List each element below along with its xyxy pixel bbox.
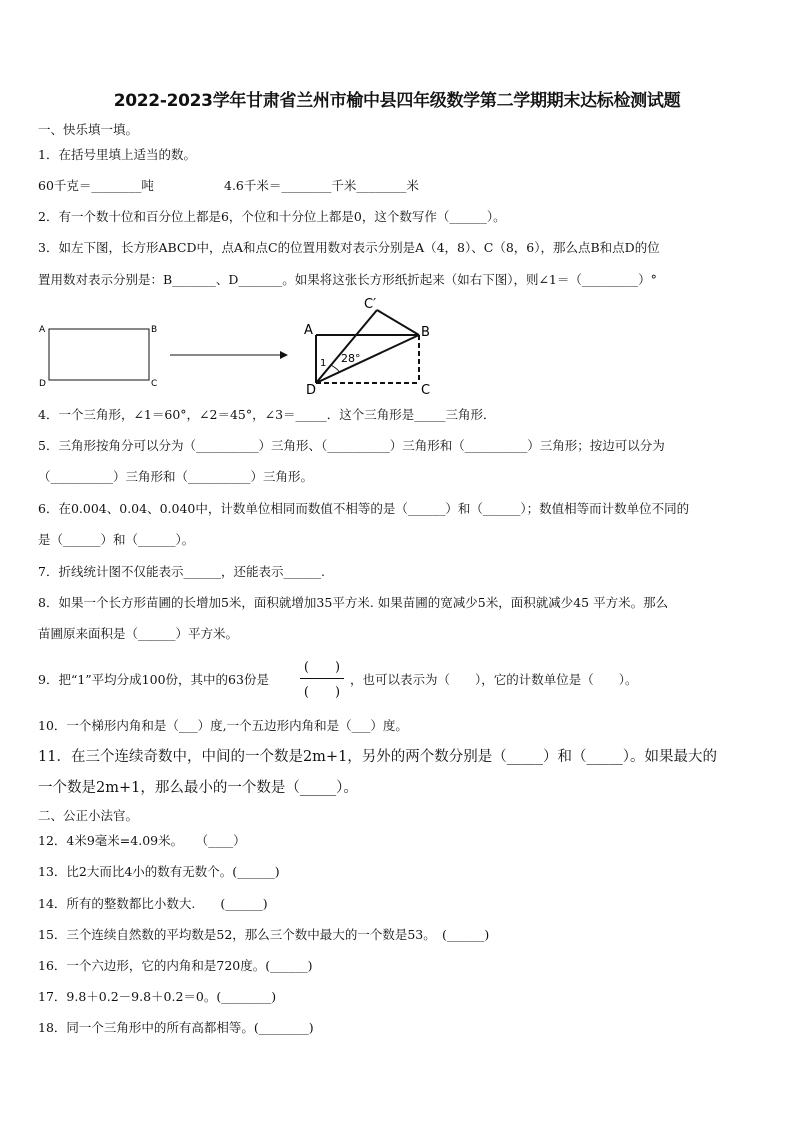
angle-arc xyxy=(331,365,339,372)
fold-label-b: B xyxy=(421,325,430,340)
question-1b: 4.6千米＝________千米________米 xyxy=(224,178,419,193)
question-5-line-1: 5．三角形按角分可以分为（__________）三角形、（__________）三角形和（__________）三角形；按边可以分为 xyxy=(38,438,665,453)
question-1: 1．在括号里填上适当的数。 xyxy=(38,147,196,162)
fraction-bar xyxy=(300,678,344,679)
page-title: 2022-2023学年甘肃省兰州市榆中县四年级数学第二学期期末达标检测试题 xyxy=(113,91,681,111)
rectangle-fold-figure xyxy=(36,296,496,401)
rectangle-abcd xyxy=(49,329,149,380)
question-3-line-2: 置用数对表示分别是：B_______、D_______。如果将这张长方形纸折起来（如右下图），则∠1＝（_________）° xyxy=(38,272,657,287)
angle-1-label: 1 xyxy=(320,358,327,369)
rect-label-a: A xyxy=(39,325,46,335)
angle-28-label: 28° xyxy=(341,352,361,365)
question-17: 17．9.8＋0.2－9.8＋0.2＝0。(________) xyxy=(38,989,277,1004)
fold-diagonal-db xyxy=(316,335,419,383)
question-6-line-2: 是（______）和（______）。 xyxy=(38,532,195,547)
question-11-line-1: 11．在三个连续奇数中，中间的一个数是2m+1，另外的两个数分别是（_____）和（_____）。如果最大的 xyxy=(38,749,718,765)
question-7: 7．折线统计图不仅能表示______，还能表示______. xyxy=(38,564,325,579)
question-12: 12．4米9毫米=4.09米。 （____） xyxy=(38,833,246,848)
fraction-numerator: ( ) xyxy=(303,660,341,675)
question-13: 13．比2大而比4小的数有无数个。(______) xyxy=(38,864,280,879)
rect-label-d: D xyxy=(39,379,46,389)
question-4: 4．一个三角形，∠1＝60°，∠2＝45°，∠3＝_____．这个三角形是_____三角形． xyxy=(38,407,496,422)
question-16: 16．一个六边形，它的内角和是720度。(______) xyxy=(38,958,313,973)
section-heading-1: 一、快乐填一填。 xyxy=(38,122,139,137)
question-8-line-1: 8．如果一个长方形苗圃的长增加5米，面积就增加35平方米. 如果苗圃的宽减少5米，面积就减少45 平方米。那么 xyxy=(38,595,669,610)
question-3-line-1: 3．如左下图，长方形ABCD中，点A和点C的位置用数对表示分别是A（4，8）、C（8，6），那么点B和点D的位 xyxy=(38,240,660,255)
question-6-line-1: 6．在0.004、0.04、0.040中，计数单位相同而数值不相等的是（______）和（______）；数值相等而计数单位不同的 xyxy=(38,501,690,516)
question-11-line-2: 一个数是2m+1，那么最小的一个数是（_____）。 xyxy=(38,780,358,796)
question-1a: 60千克＝________吨 xyxy=(38,178,154,193)
section-heading-2: 二、公正小法官。 xyxy=(38,808,139,823)
question-15: 15．三个连续自然数的平均数是52，那么三个数中最大的一个数是53。 (______) xyxy=(38,927,490,942)
question-9-prefix: 9．把“1”平均分成100份，其中的63份是 xyxy=(38,672,269,687)
question-14: 14．所有的整数都比小数大. (______) xyxy=(38,896,268,911)
rect-label-b: B xyxy=(151,325,158,335)
rect-label-c: C xyxy=(151,379,158,389)
fold-label-d: D xyxy=(306,383,317,398)
fold-label-a: A xyxy=(304,323,313,338)
question-9-fraction xyxy=(298,656,346,700)
question-2: 2．有一个数十位和百分位上都是6，个位和十分位上都是0，这个数写作（______）。 xyxy=(38,209,506,224)
fold-edge-dcprime xyxy=(316,310,377,383)
fold-edge-cprimeb xyxy=(377,310,419,335)
question-18: 18．同一个三角形中的所有高都相等。(________) xyxy=(38,1020,314,1035)
question-8-line-2: 苗圃原来面积是（______）平方米。 xyxy=(38,626,239,641)
fold-label-cprime: C′ xyxy=(364,297,377,312)
question-10: 10．一个梯形内角和是（___）度,一个五边形内角和是（___）度。 xyxy=(38,718,408,733)
question-5-line-2: （__________）三角形和（__________）三角形。 xyxy=(38,469,314,484)
arrow-head xyxy=(280,351,288,359)
fold-label-c: C xyxy=(421,383,431,398)
fraction-denominator: ( ) xyxy=(303,685,341,700)
question-9-suffix: ，也可以表示为（ ），它的计数单位是（ ）。 xyxy=(350,672,638,687)
